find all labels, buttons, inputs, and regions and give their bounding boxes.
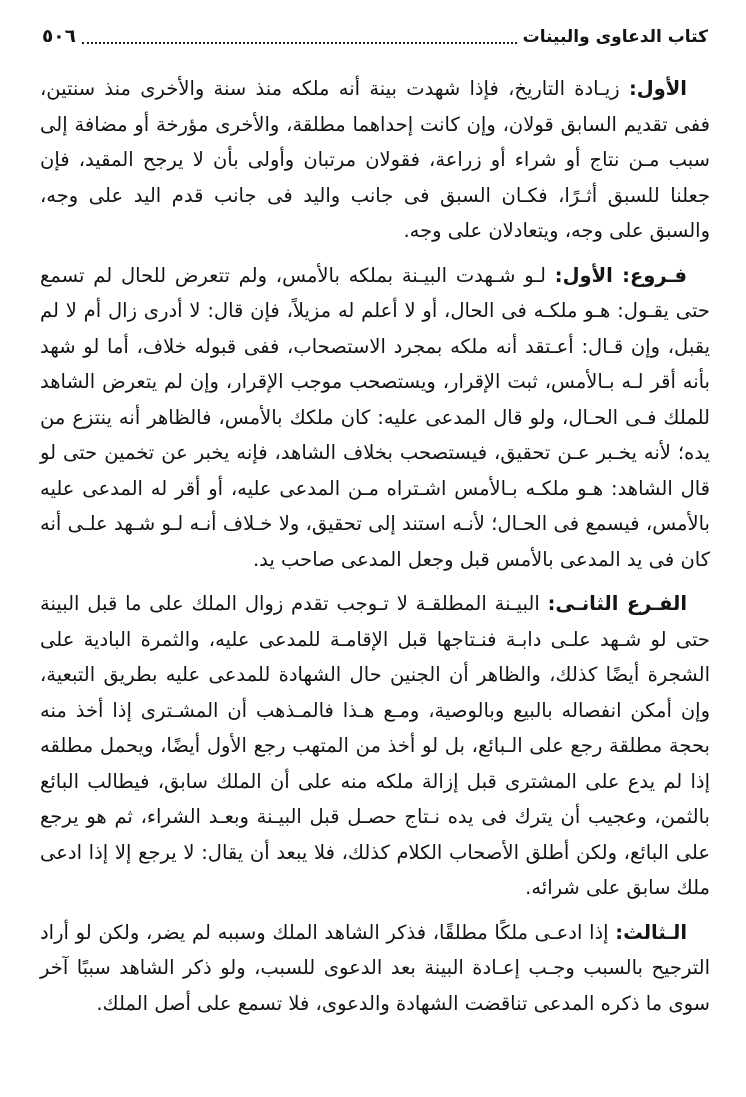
paragraph-text: إذا ادعـى ملكًا مطلقًا، فذكر الشاهد الملك وسببه لم يضر، ولكن لو أراد الترجيح بالسبب وجـب إعـادة البينة بعد الدعوى للسبب، ولو ذكر الشاهد سببًا آخر سوى ما ذكره المدعى تناقضت الشهادة والدعوى، فلا تسمع على أصل الملك.: [40, 920, 710, 1015]
paragraph-first: [40, 71, 710, 249]
paragraph-branches-first: [40, 258, 710, 578]
paragraph-text: لـو شـهدت البيـنة بملكه بالأمس، ولم تتعرض للحال لم تسمع حتى يقـول: هـو ملكـه فى الحال، أو لا أعلم له مزيلاً، فإن قال: لا أدرى زال أم لا لم يقبل، وإن قـال: أعـتقد أنه ملكه بمجرد الاستصحاب، ففى قبوله خلاف، أما لو شهد بأنه أقر لـه بـالأمس، ثبت الإقرار، ويستصحب موجب الإقرار، وإن لم يتعرض الشاهد للملك فـى الحـال، ولو قال المدعى عليه: كان ملكك بالأمس، فالظاهر أنه ينتزع من يده؛ لأنه يخـبر عـن تحقيق، فيستصحب بخلاف الشاهد، فإنه يخبر عن تخمين حتى لو قال الشاهد: هـو ملكـه بـالأمس اشـتراه مـن المدعى عليه، أو أقر له المدعى عليه بالأمس، فيسمع فى الحـال؛ لأنـه استند إلى تحقيق، ولا خـلاف أنـه لـو شـهد علـى أنه كان فى يد المدعى بالأمس قبل وجعل المدعى صاحب يد.: [40, 263, 710, 571]
dotted-leader: [82, 29, 517, 43]
page-number: ٥٠٦: [42, 26, 76, 47]
chapter-title: كتاب الدعاوى والبينات: [522, 26, 708, 47]
paragraph-lead: الأول:: [628, 77, 687, 100]
paragraph-lead: فـروع: الأول:: [554, 263, 687, 287]
paragraph-lead: الفـرع الثانـى:: [547, 592, 687, 615]
paragraph-third: [40, 915, 710, 1022]
page-header: [40, 20, 710, 55]
paragraph-branch-second: [40, 586, 710, 906]
paragraph-text: البيـنة المطلقـة لا تـوجب تقدم زوال الملك على ما قبل البينة حتى لو شـهد علـى دابـة فنـتاجها قبل الإقامـة للمدعى عليه، والثمرة البادية على الشجرة أيضًا كذلك، والظاهر أن الجنين حال الشهادة للمدعى عليه بطريق التبعية، وإن أمكن انفصاله بالبيع وبالوصية، ومـع هـذا فالمـذهب أن المشـترى إذا أخذ منه بحجة مطلقة رجع على الـبائع، بل لو أخذ من المتهب رجع الأول أيضًا، ويحمل مطلقه إذا لم يدع على المشترى قبل إزالة ملكه منه على أن الملك سابق، فيطالب البائع بالثمن، وعجيب أن يترك فى يده نـتاج حصـل قبل البيـنة وبعـد الشراء، ثم هو يرجع على البائع، ولكن أطلق الأصحاب الكلام كذلك، فلا يبعد أن يقال: لا يرجع إلا إذا ادعى ملك سابق على شرائه.: [40, 592, 710, 899]
paragraph-lead: الـثالث:: [615, 920, 687, 944]
page-body: [40, 71, 710, 1021]
paragraph-text: زيـادة التاريخ، فإذا شهدت بينة أنه ملكه منذ سنة والأخرى منذ سنتين، ففى تقديم السابق قولان، وإن كانت إحداهما مطلقة، والأخرى مؤرخة أو مضافة إلى سبب مـن نتاج أو شراء أو زراعة، فقولان مرتبان وأولى بأن لا يرجح المقيد، فإن جعلنا للسبق أثـرًا، فكـان السبق فى جانب واليد فى جانب قدم اليد على وجه، والسبق على وجه، ويتعادلان على وجه.: [40, 77, 710, 242]
